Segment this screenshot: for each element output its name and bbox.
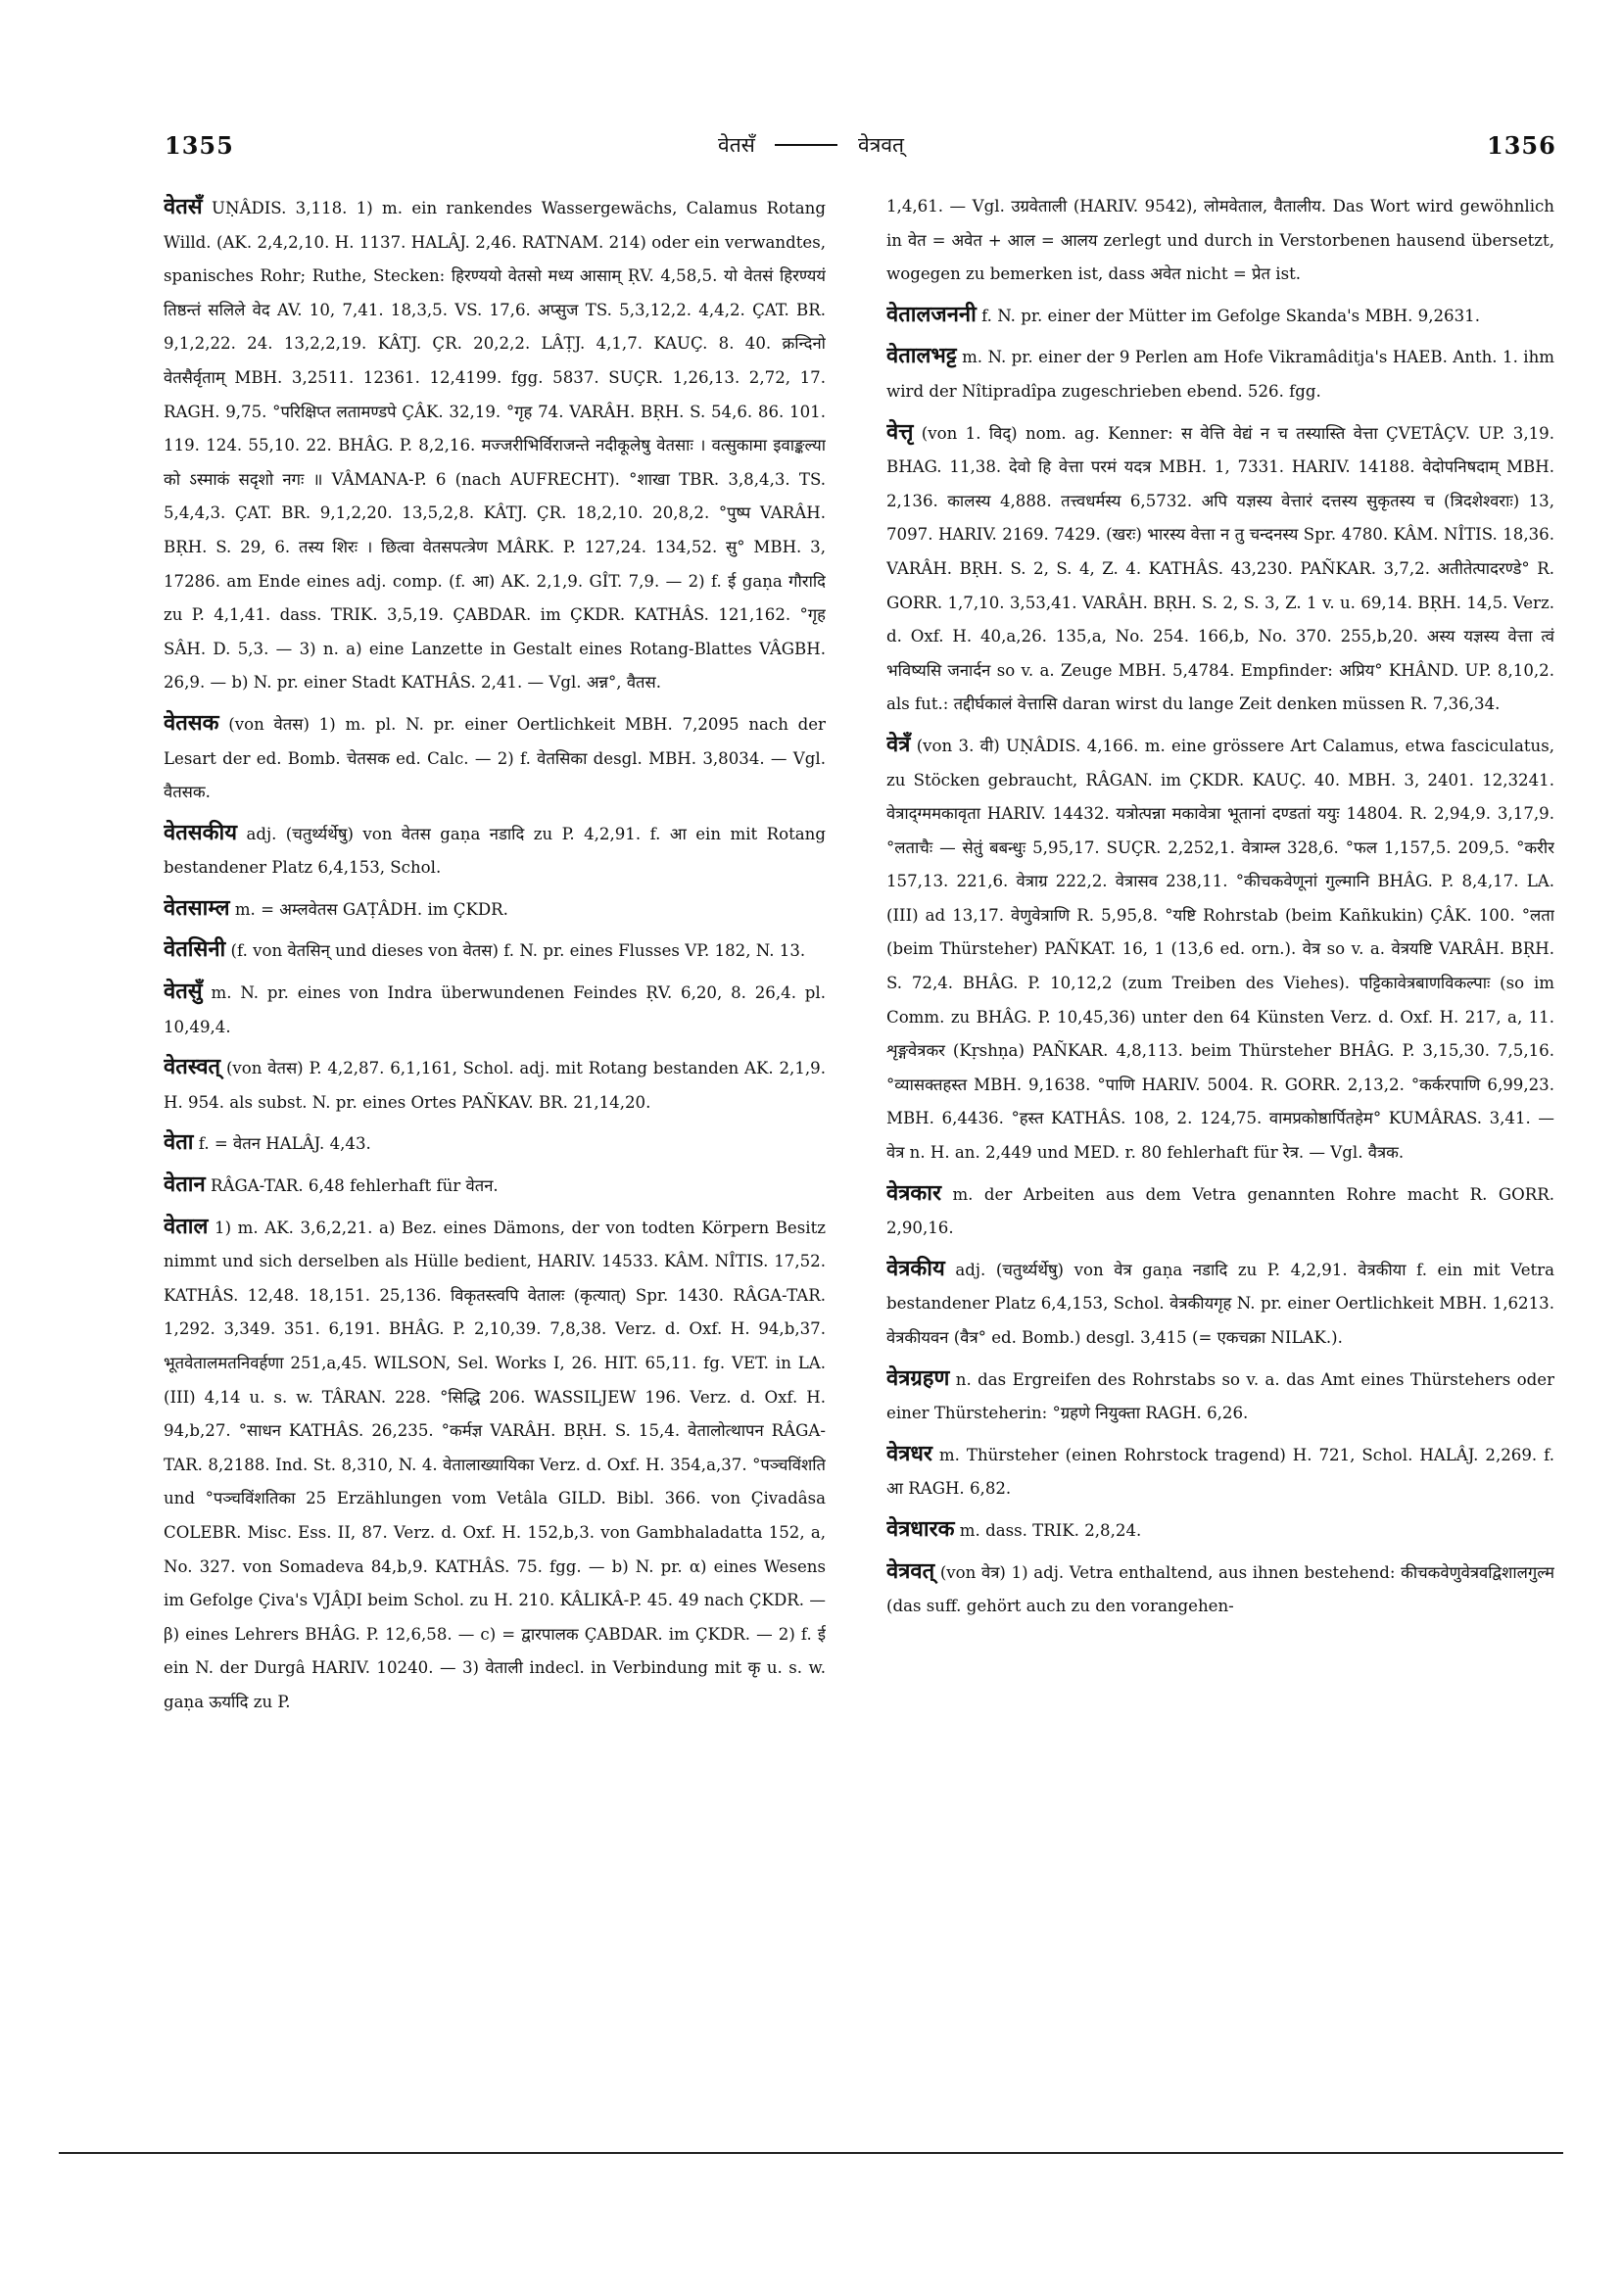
- dictionary-entry: [886, 1252, 1554, 1356]
- dictionary-entry: [886, 1176, 1554, 1246]
- page-number-left: 1355: [165, 131, 234, 160]
- entry-body: m. der Arbeiten aus dem Vetra genannten Rohre macht R. GORR. 2,90,16.: [886, 1184, 1554, 1238]
- dictionary-entry: [886, 298, 1554, 334]
- dictionary-entry: [886, 1512, 1554, 1549]
- entry-headword: वेत्रधारक: [886, 1515, 955, 1542]
- left-column: [164, 190, 826, 2090]
- entry-body: UṆÂDIS. 3,118. 1) m. ein rankendes Wassergewächs, Calamus Rotang Willd. (AK. 2,4,2,10. H. 1137. HALÂJ. 2,46. RATNAM. 214) oder ein verwandtes, spanisches Rohr; Ruthe, Stecken: हिरण्ययो वेतसो मध्य आसाम् ṚV. 4,58,5. यो वेतसं हिरण्ययं तिष्ठन्तं सलिले वेद AV. 10, 7,41. 18,3,5. VS. 17,6. अप्सुज TS. 5,3,12,2. 4,4,2. ÇAT. BR. 9,1,2,22. 24. 13,2,2,19. KÂTJ. ÇR. 20,2,2. LÂṬJ. 4,1,7. KAUÇ. 8. 40. क्रन्दिनो वेतसैर्वृताम् MBH. 3,2511. 12361. 12,4199. fgg. 5837. SUÇR. 1,26,13. 2,72, 17. RAGH. 9,75. °परिक्षिप्त लतामण्डपे ÇÂK. 32,19. °गृह 74. VARÂH. BṚH. S. 54,6. 86. 101. 119. 124. 55,10. 22. BHÂG. P. 8,2,16. मज्जरीभिर्विराजन्ते नदीकूलेषु वेतसाः । वत्सुकामा इवाङ्कल्या को ऽस्माकं सदृशो नगः ॥ VÂMANA-P. 6 (nach AUFRECHT). °शाखा TBR. 3,8,4,3. TS. 5,4,4,3. ÇAT. BR. 9,1,2,20. 13,5,2,8. KÂTJ. ÇR. 18,2,10. 20,8,2. °पुष्प VARÂH. BṚH. S. 29, 6. तस्य शिरः । छित्वा वेतसपत्त्रेण MÂRK. P. 127,24. 134,52. सु° MBH. 3, 17286. am Ende eines adj. comp. (f. आ) AK. 2,1,9. GÎT. 7,9. — 2) f. ई gaṇa गौरादि zu P. 4,1,41. dass. TRIK. 3,5,19. ÇABDAR. im ÇKDR. KATHÂS. 121,162. °गृह SÂH. D. 5,3. — 3) n. a) eine Lanzette in Gestalt eines Rotang-Blattes VÂGBH. 26,9. — b) N. pr. einer Stadt KATHÂS. 2,41. — Vgl. अन्न°, वैतस.: [164, 199, 826, 693]
- dictionary-entry: [164, 933, 826, 969]
- entry-body: n. das Ergreifen des Rohrstabs so v. a. das Amt eines Thürstehers oder einer Thürsteherin: °ग्रहणे नियुक्ता RAGH. 6,26.: [886, 1369, 1554, 1423]
- entry-body: m. Thürsteher (einen Rohrstock tragend) H. 721, Schol. HALÂJ. 2,269. f. आ RAGH. 6,82.: [886, 1445, 1554, 1499]
- entry-body: 1) m. AK. 3,6,2,21. a) Bez. eines Dämons, der von todten Körpern Besitz nimmt und sich derselben als Hülle bedient, HARIV. 14533. KÂM. NÎTIS. 17,52. KATHÂS. 12,48. 18,151. 25,136. विकृतस्त्वपि वेतालः (कृत्यात्) Spr. 1430. RÂGA-TAR. 1,292. 3,349. 351. 6,191. BHÂG. P. 2,10,39. 7,8,38. Verz. d. Oxf. H. 94,b,37. भूतवेतालमतनिवर्हणा 251,a,45. WILSON, Sel. Works I, 26. HIT. 65,11. fg. VET. in LA. (III) 4,14 u. s. w. TÂRAN. 228. °सिद्धि 206. WASSILJEW 196. Verz. d. Oxf. H. 94,b,27. °साधन KATHÂS. 26,235. °कर्मज्ञ VARÂH. BṚH. S. 15,4. वेतालोत्थापन RÂGA-TAR. 8,2188. Ind. St. 8,310, N. 4. वेतालाख्यायिका Verz. d. Oxf. H. 354,a,37. °पञ्चविंशति und °पञ्चविंशतिका 25 Erzählungen vom Vetâla GILD. Bibl. 366. von Çivadâsa COLEBR. Misc. Ess. II, 87. Verz. d. Oxf. H. 152,b,3. von Gambhaladatta 152, a, No. 327. von Somadeva 84,b,9. KATHÂS. 75. fgg. — b) N. pr. α) eines Wesens im Gefolge Çiva's VJÂḌI beim Schol. zu H. 210. KÂLIKÂ-P. 45. 49 nach ÇKDR. — β) eines Lehrers BHÂG. P. 12,6,58. — c) = द्वारपालक ÇABDAR. im ÇKDR. — 2) f. ई ein N. der Durgâ HARIV. 10240. — 3) वेताली indecl. in Verbindung mit कृ u. s. w. gaṇa ऊर्यादि zu P.: [164, 1218, 826, 1711]
- dictionary-entry: [164, 891, 826, 928]
- entry-body: f. = वेतन HALÂJ. 4,43.: [198, 1134, 371, 1154]
- dictionary-entry: [164, 706, 826, 810]
- entry-headword: वेताल: [164, 1213, 209, 1239]
- entry-body: f. N. pr. einer der Mütter im Gefolge Skanda's MBH. 9,2631.: [981, 306, 1481, 325]
- entry-body: (von वेत्र) 1) adj. Vetra enthaltend, aus ihnen bestehend: कीचकवेणुवेत्रवद्विशालगुल्म (das suff. gehört auch zu den vorangehen-: [886, 1562, 1554, 1616]
- dictionary-entry: [886, 728, 1554, 1171]
- entry-headword: वेतसक: [164, 709, 219, 736]
- entry-headword: वेता: [164, 1129, 194, 1156]
- entry-body: m. N. pr. einer der 9 Perlen am Hofe Vikramâditja's HAEB. Anth. 1. ihm wird der Nîtipradîpa zugeschrieben ebend. 526. fgg.: [886, 348, 1554, 401]
- entry-headword: वेतस्वत्: [164, 1054, 221, 1080]
- dictionary-entry: [886, 415, 1554, 722]
- entry-headword: वेत्रँ: [886, 731, 911, 757]
- dictionary-entry: [164, 1125, 826, 1162]
- entry-body: 1,4,61. — Vgl. उग्रवेताली (HARIV. 9542), लोमवेताल, वैतालीय. Das Wort wird gewöhnlich in वेत = अवेत + आल = आलय zerlegt und durch in Verstorbenen hausend übersetzt, wogegen zu bemerken ist, dass अवेत nicht = प्रेत ist.: [886, 197, 1554, 284]
- entry-headword: वेतालजननी: [886, 301, 977, 327]
- dictionary-entry: [164, 1050, 826, 1120]
- dictionary-entry: [164, 190, 826, 700]
- entry-headword: वेतसाम्ल: [164, 894, 230, 921]
- header-right-term: वेत्रवत्: [858, 133, 904, 157]
- dictionary-entry: [164, 975, 826, 1044]
- entry-headword: वेत्रधर: [886, 1440, 932, 1466]
- right-column: [886, 190, 1554, 2090]
- entry-body: RÂGA-TAR. 6,48 fehlerhaft für वेतन.: [210, 1176, 499, 1196]
- entry-body: (von 3. वी) UṆÂDIS. 4,166. m. eine grössere Art Calamus, etwa fasciculatus, zu Stöcken gebraucht, RÂGAN. im ÇKDR. KAUÇ. 40. MBH. 3, 2401. 12,3241. वेत्राद्ग्ममकावृता HARIV. 14432. यत्रोत्पन्ना मकावेत्रा भूतानां दण्डतां ययुः 14804. R. 2,94,9. 3,17,9. °लताचैः — सेतुं बबन्धुः 5,95,17. SUÇR. 2,252,1. वेत्राम्ल 328,6. °फल 1,157,5. 209,5. °करीर 157,13. 221,6. वेत्राग्र 222,2. वेत्रासव 238,11. °कीचकवेणूनां गुल्मानि BHÂG. P. 8,4,17. LA. (III) ad 13,17. वेणुवेत्राणि R. 5,95,8. °यष्टि Rohrstab (beim Kañkukin) ÇÂK. 100. °लता (beim Thürsteher) PAÑKAT. 16, 1 (13,6 ed. orn.). वेत्र so v. a. वेत्रयष्टि VARÂH. BṚH. S. 72,4. BHÂG. P. 10,12,2 (zum Treiben des Viehes). पट्टिकावेत्रबाणविकल्पाः (so im Comm. zu BHÂG. P. 10,45,36) unter den 64 Künsten Verz. d. Oxf. H. 217, a, 11. शृङ्गवेत्रकर (Kṛshṇa) PAÑKAR. 4,8,113. beim Thürsteher BHÂG. P. 3,15,30. 7,5,16. °व्यासक्तहस्त MBH. 9,1638. °पाणि HARIV. 5004. R. GORR. 2,13,2. °कर्करपाणि 6,99,23. MBH. 6,4436. °हस्त KATHÂS. 108, 2. 124,75. वामप्रकोष्ठार्पितहेम° KUMÂRAS. 3,41. — वेत्र n. H. an. 2,449 und MED. r. 80 fehlerhaft für रेत्र. — Vgl. वैत्रक.: [886, 736, 1554, 1163]
- page-number-right: 1356: [1487, 131, 1556, 160]
- entry-headword: वेतसँ: [164, 194, 203, 219]
- dictionary-entry: [886, 1555, 1554, 1624]
- entry-headword: वेत्तृ: [886, 418, 914, 445]
- dictionary-entry: [886, 1437, 1554, 1507]
- entry-headword: वेत्रकीय: [886, 1255, 945, 1281]
- entry-headword: वेतान: [164, 1172, 206, 1198]
- entry-body: (f. von वेतसिन् und dieses von वेतस) f. N. pr. eines Flusses VP. 182, N. 13.: [230, 941, 806, 961]
- header-dash: [775, 144, 837, 146]
- entry-headword: वेत्रकार: [886, 1179, 941, 1206]
- entry-headword: वेतसिनी: [164, 936, 226, 963]
- dictionary-entry: [164, 1168, 826, 1204]
- entry-headword: वेतसकीय: [164, 819, 237, 845]
- dictionary-entry: [886, 339, 1554, 408]
- dictionary-entry: [886, 190, 1554, 292]
- entry-body: m. = अम्लवेतस GAṬÂDH. im ÇKDR.: [234, 899, 508, 919]
- entry-body: (von वेतस) P. 4,2,87. 6,1,161, Schol. adj. mit Rotang bestanden AK. 2,1,9. H. 954. als subst. N. pr. eines Ortes PAÑKAV. BR. 21,14,20.: [164, 1059, 826, 1112]
- entry-headword: वेत्रग्रहण: [886, 1364, 950, 1391]
- dictionary-entry: [886, 1362, 1554, 1431]
- dictionary-entry: [164, 1210, 826, 1720]
- entry-headword: वेत्रवत्: [886, 1557, 935, 1584]
- entry-body: (von 1. विद्) nom. ag. Kenner: स वेत्ति वेद्यं न च तस्यास्ति वेत्ता ÇVETÂÇV. UP. 3,19. BHAG. 11,38. देवो हि वेत्ता परमं यदत्र MBH. 1, 7331. HARIV. 14188. वेदोपनिषदाम् MBH. 2,136. कालस्य 4,888. तत्त्वधर्मस्य 6,5732. अपि यज्ञस्य वेत्तारं दत्तस्य सुकृतस्य च (त्रिदशेश्वराः) 13, 7097. HARIV. 2169. 7429. (खरः) भारस्य वेत्ता न तु चन्दनस्य Spr. 4780. KÂM. NÎTIS. 18,36. VARÂH. BṚH. S. 2, S. 4, Z. 4. KATHÂS. 43,230. PAÑKAR. 3,7,2. अतीतेत्पादरण्डे° R. GORR. 1,7,10. 3,53,41. VARÂH. BṚH. S. 2, S. 3, Z. 1 v. u. 69,14. BṚH. 14,5. Verz. d. Oxf. H. 40,a,26. 135,a, No. 254. 166,b, No. 370. 255,b,20. अस्य यज्ञस्य वेत्ता त्वं भविष्यसि जनार्दन so v. a. Zeuge MBH. 5,4784. Empfinder: अप्रिय° KHÂND. UP. 8,10,2. als fut.: तद्दीर्घकालं वेत्तासि daran wirst du lange Zeit denken müssen R. 7,36,34.: [886, 423, 1554, 714]
- entry-body: adj. (चतुर्थ्यर्थेषु) von वेतस gaṇa नडादि zu P. 4,2,91. f. आ ein mit Rotang bestandener Platz 6,4,153, Schol.: [164, 824, 826, 878]
- entry-body: m. N. pr. eines von Indra überwundenen Feindes ṚV. 6,20, 8. 26,4. pl. 10,49,4.: [164, 983, 826, 1036]
- entry-body: m. dass. TRIK. 2,8,24.: [959, 1520, 1142, 1540]
- entry-body: (von वेतस) 1) m. pl. N. pr. einer Oertlichkeit MBH. 7,2095 nach der Lesart der ed. Bomb. चेतसक ed. Calc. — 2) f. वेतसिका desgl. MBH. 3,8034. — Vgl. वैतसक.: [164, 714, 826, 802]
- entry-headword: वेतालभट्ट: [886, 343, 957, 369]
- entry-headword: वेतसुँ: [164, 979, 203, 1005]
- entry-body: adj. (चतुर्थ्यर्थेषु) von वेत्र gaṇa नडादि zu P. 4,2,91. वेत्रकीया f. ein mit Vetra bestandener Platz 6,4,153, Schol. वेत्रकीयगृह N. pr. einer Oertlichkeit MBH. 1,6213. वेत्रकीयवन (वैत्र° ed. Bomb.) desgl. 3,415 (= एकचक्रा NILAK.).: [886, 1260, 1554, 1347]
- dictionary-entry: [164, 816, 826, 885]
- running-header: [0, 128, 1622, 159]
- header-left-term: वेतसँ: [718, 133, 755, 157]
- bottom-rule: [59, 2152, 1563, 2154]
